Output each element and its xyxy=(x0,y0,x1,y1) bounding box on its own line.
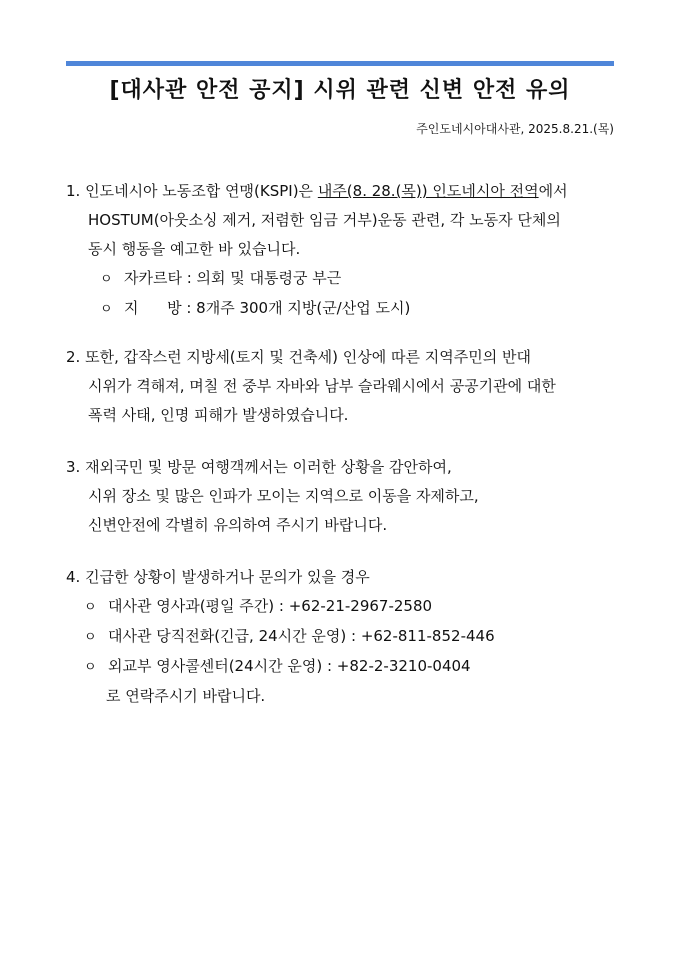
contact-line xyxy=(66,592,626,622)
bullet-icon: ㅇ xyxy=(100,272,113,287)
item-4-text: 긴급한 상황이 발생하거나 문의가 있을 경우 xyxy=(85,568,370,586)
bullet-text: : 8개주 300개 지방(군/산업 도시) xyxy=(181,299,411,317)
item-1-line-1 xyxy=(66,177,626,206)
contact-text: 대사관 영사과(평일 주간) : +62-21-2967-2580 xyxy=(108,597,433,615)
notice-item-3 xyxy=(66,453,626,540)
item-1-line-3: 동시 행동을 예고한 바 있습니다. xyxy=(88,240,301,258)
item-3-line-2: 시위 장소 및 많은 인파가 모이는 지역으로 이동을 자제하고, xyxy=(88,487,479,505)
item-3-line-1 xyxy=(66,453,626,482)
bullet-label: 자카르타 xyxy=(124,269,182,287)
item-1-bullet xyxy=(66,294,626,324)
item-number: 1. xyxy=(66,182,81,200)
contact-line xyxy=(66,622,626,652)
notice-item-2 xyxy=(66,343,626,430)
item-number: 4. xyxy=(66,568,81,586)
notice-item-4 xyxy=(66,563,626,711)
bullet-icon: ㅇ xyxy=(100,302,113,317)
item-4-line-1 xyxy=(66,563,626,592)
item-1-bullet xyxy=(66,264,626,294)
page-title: [대사관 안전 공지] 시위 관련 신변 안전 유의 xyxy=(109,78,571,103)
notice-item-1 xyxy=(66,177,626,324)
item-2-line-1 xyxy=(66,343,626,372)
contact-text: 대사관 당직전화(긴급, 24시간 운영) : +62-811-852-446 xyxy=(108,627,495,645)
item-2-text: 또한, 갑작스런 지방세(토지 및 건축세) 인상에 따른 지역주민의 반대 xyxy=(85,348,531,366)
bullet-icon: ㅇ xyxy=(84,660,97,675)
item-1-lead: 인도네시아 노동조합 연맹(KSPI)은 xyxy=(85,182,318,200)
item-number: 3. xyxy=(66,458,81,476)
item-number: 2. xyxy=(66,348,81,366)
item-1-tail: 에서 xyxy=(538,182,568,200)
bullet-label: 지 방 xyxy=(124,299,182,317)
issuer-date: 주인도네시아대사관, 2025.8.21.(목) xyxy=(416,122,614,136)
bullet-icon: ㅇ xyxy=(84,600,97,615)
contact-text: 외교부 영사콜센터(24시간 운영) : +82-2-3210-0404 xyxy=(108,657,471,675)
bullet-text: : 의회 및 대통령궁 부근 xyxy=(181,269,342,287)
bullet-icon: ㅇ xyxy=(84,630,97,645)
item-3-line-3: 신변안전에 각별히 유의하여 주시기 바랍니다. xyxy=(88,516,388,534)
item-1-line-2: HOSTUM(아웃소싱 제거, 저렴한 임금 거부)운동 관련, 각 노동자 단체의 xyxy=(88,211,561,229)
item-3-text: 재외국민 및 방문 여행객께서는 이러한 상황을 감안하여, xyxy=(85,458,452,476)
item-2-line-3: 폭력 사태, 인명 피해가 발생하였습니다. xyxy=(88,406,349,424)
contact-line xyxy=(66,652,626,682)
title-rule xyxy=(66,61,614,66)
item-2-line-2: 시위가 격해져, 며칠 전 중부 자바와 남부 슬라웨시에서 공공기관에 대한 xyxy=(88,377,556,395)
item-1-date-highlight: 내주(8. 28.(목)) 인도네시아 전역 xyxy=(317,182,539,200)
item-4-closing: 로 연락주시기 바랍니다. xyxy=(106,687,266,705)
